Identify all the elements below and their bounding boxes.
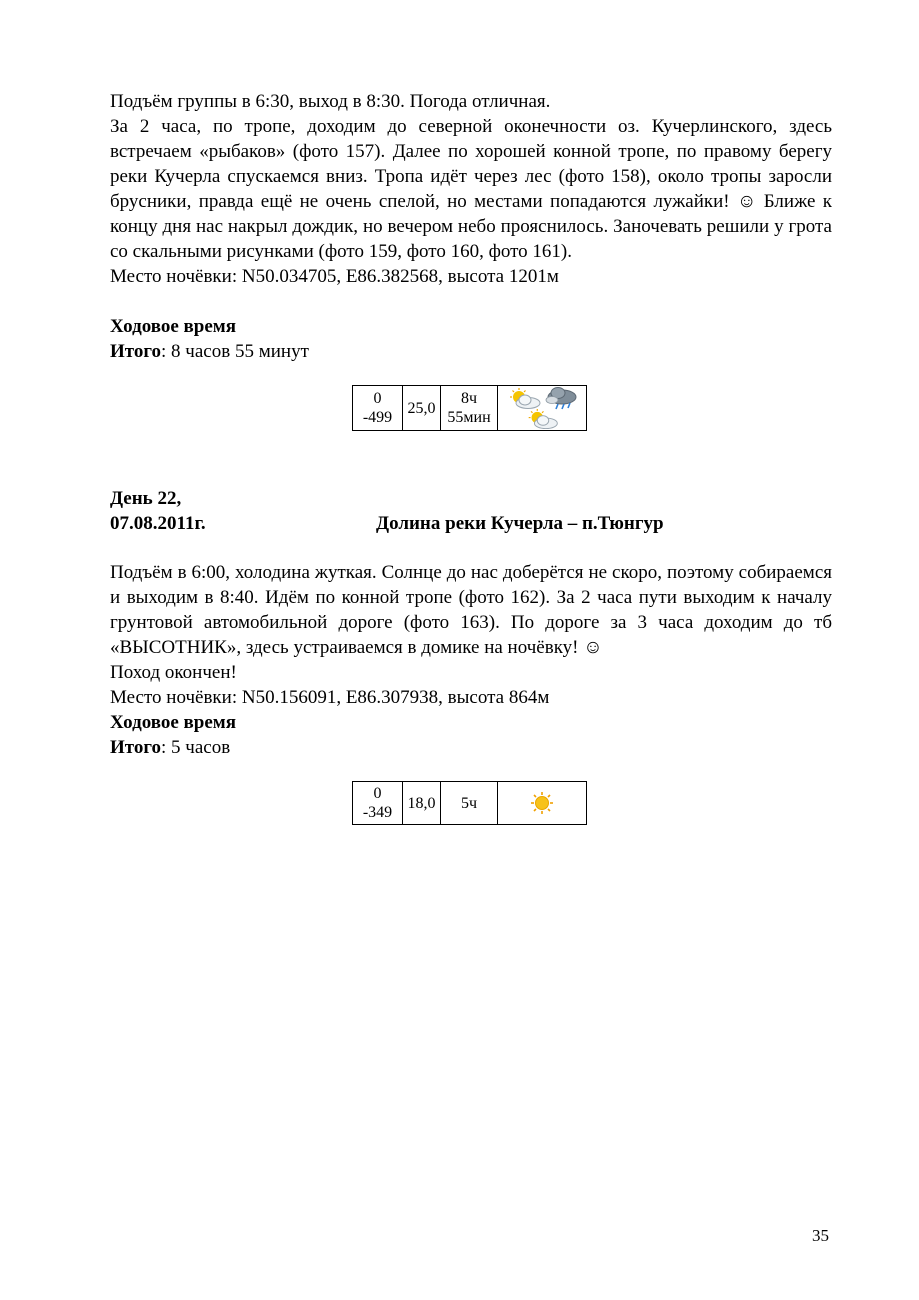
partly-cloudy-icon <box>508 388 542 410</box>
total-value: : 8 часов 55 минут <box>161 341 309 362</box>
altitude-top: 0 <box>373 785 382 802</box>
altitude-top: 0 <box>373 390 382 407</box>
day21-summary-table <box>352 385 587 431</box>
total-value: : 5 часов <box>161 737 231 758</box>
rain-cloud-icon <box>544 386 578 410</box>
day22-summary-table <box>352 781 587 825</box>
page-number: 35 <box>812 1226 829 1245</box>
weather-cell <box>498 782 587 825</box>
day22-date: 07.08.2011г. <box>110 513 206 534</box>
paragraph-day22-description: Подъём в 6:00, холодина жуткая. Солнце до нас доберётся не скоро, поэтому собираемся и выходим в 8:40. Идём по конной тропе (фото 162). За 2 часа пути выходим к началу грунтовой автомобильной дороге (фото 163). По дороге за 3 часа доходим до тб «ВЫСОТНИК», здесь устраиваемся в домике на ночёвку! ☺ <box>110 562 832 658</box>
total-time-line <box>110 735 832 760</box>
altitude-bottom: -499 <box>362 409 393 426</box>
time-minutes: 55мин <box>447 409 491 426</box>
time-cell: 5ч <box>441 782 498 825</box>
time-hours: 8ч <box>460 390 478 407</box>
total-label: Итого <box>110 737 162 758</box>
total-label: Итого <box>110 341 162 362</box>
time-cell <box>441 386 498 431</box>
day22-route-title: Долина реки Кучерла – п.Тюнгур <box>376 513 664 534</box>
walking-time-heading: Ходовое время <box>110 316 237 337</box>
walking-time-heading: Ходовое время <box>110 712 237 733</box>
distance-cell: 18,0 <box>403 782 441 825</box>
paragraph-hike-finished: Поход окончен! <box>110 662 237 683</box>
altitude-cell <box>353 386 403 431</box>
day22-section <box>110 560 832 760</box>
paragraph-wakeup: Подъём группы в 6:30, выход в 8:30. Погода отличная. <box>110 91 551 112</box>
altitude-bottom: -349 <box>362 804 393 821</box>
distance-cell: 25,0 <box>403 386 441 431</box>
partly-cloudy-icon <box>526 409 560 430</box>
sun-icon <box>530 791 554 815</box>
paragraph-route-description: За 2 часа, по тропе, доходим до северной оконечности оз. Кучерлинского, здесь встречаем «рыбаков» (фото 157). Далее по хорошей конной тропе, по правому берегу реки Кучерла спускаемся вниз. Тропа идёт через лес (фото 158), около тропы заросли брусники, правда ещё не очень спелой, но местами попадаются лужайки! ☺ Ближе к концу дня нас накрыл дождик, но вечером небо прояснилось. Заночевать решили у грота со скальными рисунками (фото 159, фото 160, фото 161). <box>110 116 832 262</box>
total-time-line <box>110 339 832 364</box>
paragraph-camp-location: Место ночёвки: N50.034705, E86.382568, высота 1201м <box>110 266 559 287</box>
weather-cell <box>498 386 587 431</box>
day21-section <box>110 89 832 364</box>
day22-label: День 22, <box>110 488 182 509</box>
paragraph-camp-location: Место ночёвки: N50.156091, E86.307938, высота 864м <box>110 687 550 708</box>
altitude-cell <box>353 782 403 825</box>
